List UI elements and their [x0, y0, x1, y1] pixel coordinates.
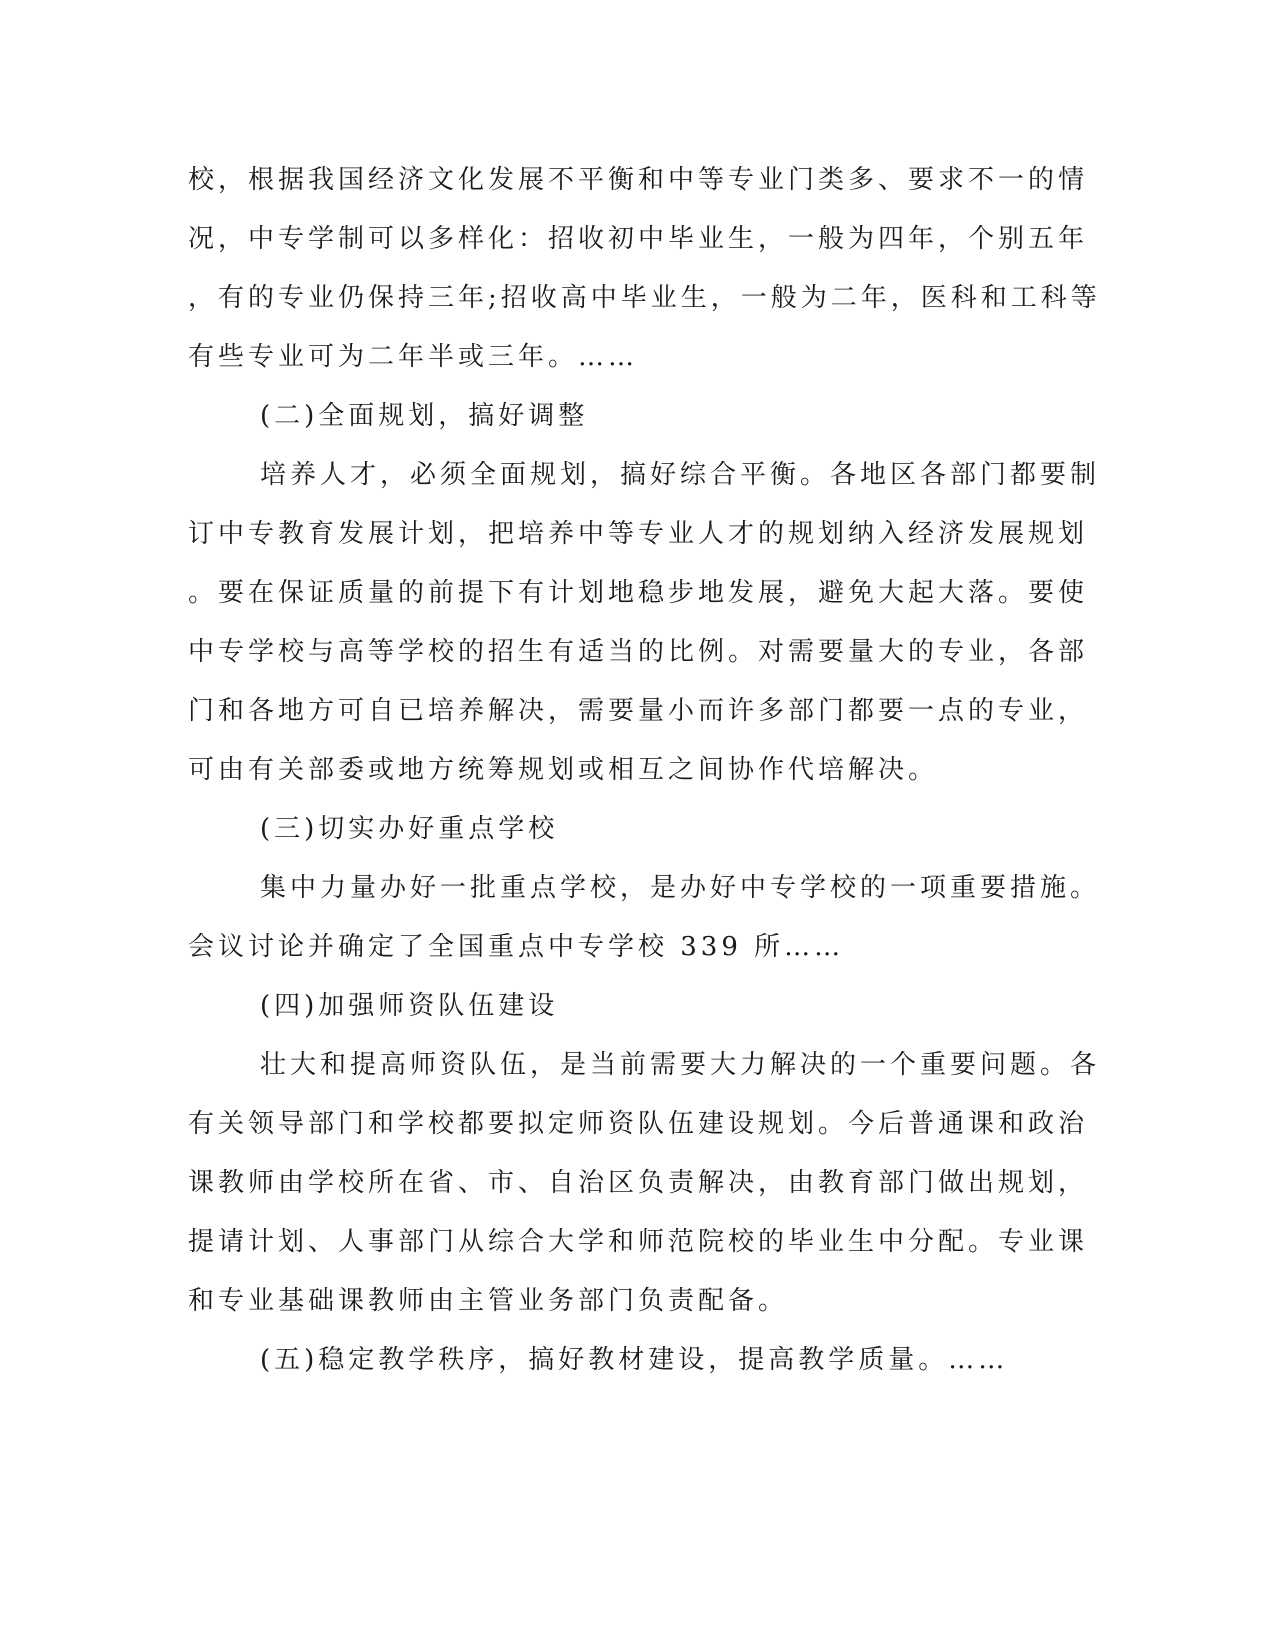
paragraph-line: 壮大和提高师资队伍，是当前需要大力解决的一个重要问题。各 [260, 1050, 1101, 1080]
section-heading: (四)加强师资队伍建设 [260, 991, 559, 1021]
paragraph-line: 课教师由学校所在省、市、自治区负责解决，由教育部门做出规划， [188, 1168, 1089, 1198]
paragraph-line: 集中力量办好一批重点学校，是办好中专学校的一项重要措施。 [260, 873, 1101, 903]
paragraph-line: 有关领导部门和学校都要拟定师资队伍建设规划。今后普通课和政治 [188, 1109, 1089, 1139]
section-heading: (五)稳定教学秩序，搞好教材建设，提高教学质量。…… [260, 1345, 1009, 1375]
paragraph-line: 校，根据我国经济文化发展不平衡和中等专业门类多、要求不一的情 [188, 165, 1089, 195]
paragraph-line: 中专学校与高等学校的招生有适当的比例。对需要量大的专业，各部 [188, 637, 1089, 667]
section-heading: (二)全面规划，搞好调整 [260, 401, 589, 431]
paragraph-line: 。要在保证质量的前提下有计划地稳步地发展，避免大起大落。要使 [188, 578, 1089, 608]
paragraph-line: 有些专业可为二年半或三年。…… [188, 342, 639, 372]
paragraph-line: 门和各地方可自已培养解决，需要量小而许多部门都要一点的专业， [188, 696, 1089, 726]
paragraph-line: 培养人才，必须全面规划，搞好综合平衡。各地区各部门都要制 [260, 460, 1101, 490]
paragraph-line: ，有的专业仍保持三年;招收高中毕业生，一般为二年，医科和工科等 [188, 283, 1101, 313]
paragraph-line: 提请计划、人事部门从综合大学和师范院校的毕业生中分配。专业课 [188, 1227, 1089, 1257]
paragraph-line: 会议讨论并确定了全国重点中专学校 339 所…… [188, 932, 845, 962]
paragraph-line: 可由有关部委或地方统筹规划或相互之间协作代培解决。 [188, 755, 939, 785]
paragraph-line: 况，中专学制可以多样化：招收初中毕业生，一般为四年，个别五年 [188, 224, 1089, 254]
paragraph-line: 和专业基础课教师由主管业务部门负责配备。 [188, 1286, 789, 1316]
section-heading: (三)切实办好重点学校 [260, 814, 559, 844]
paragraph-line: 订中专教育发展计划，把培养中等专业人才的规划纳入经济发展规划 [188, 519, 1089, 549]
